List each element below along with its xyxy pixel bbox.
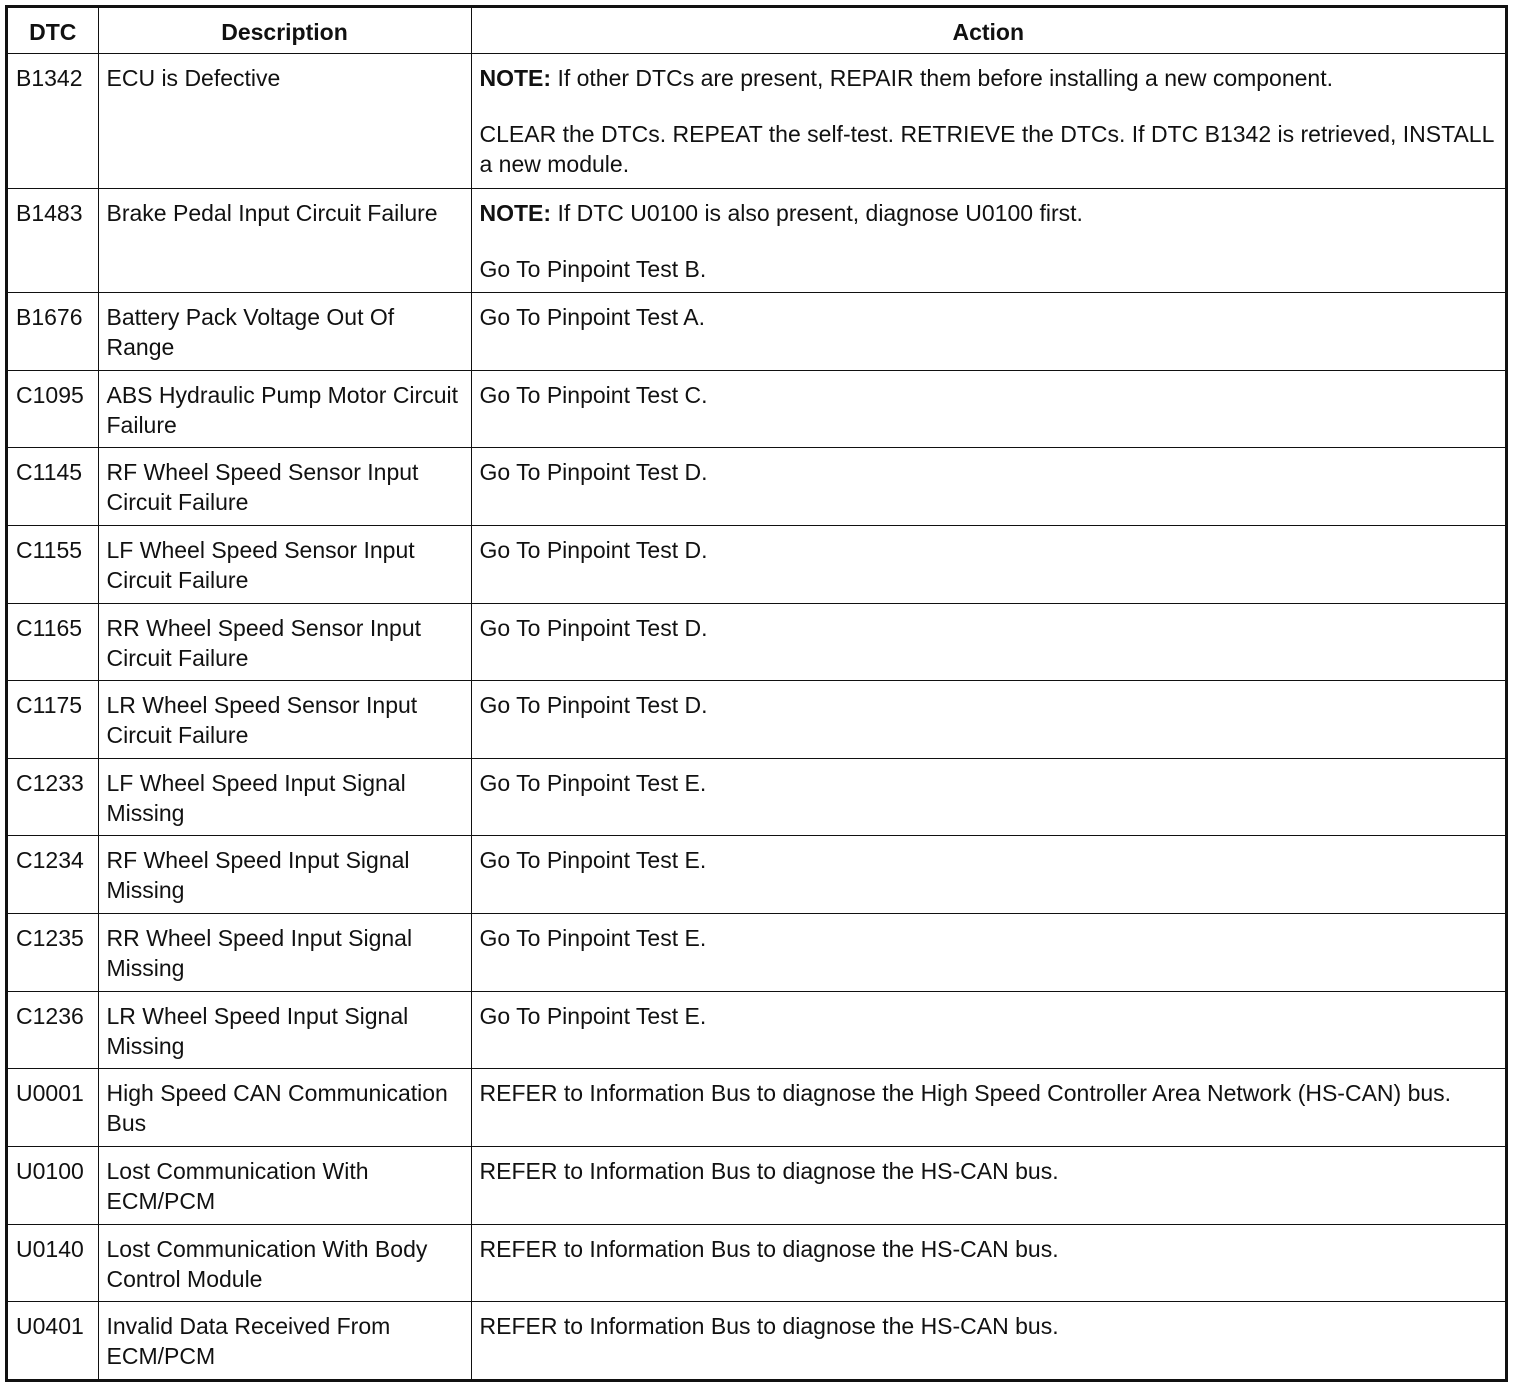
dtc-code: U0001 <box>8 1069 98 1147</box>
note-label: NOTE: <box>479 65 552 91</box>
table-row <box>8 1302 1505 1379</box>
dtc-code: B1342 <box>8 54 98 189</box>
header-description: Description <box>98 8 471 54</box>
dtc-description: Invalid Data Received From ECM/PCM <box>98 1302 471 1379</box>
dtc-action: Go To Pinpoint Test E. <box>471 991 1505 1069</box>
table-row <box>8 370 1505 448</box>
dtc-action: Go To Pinpoint Test E. <box>471 914 1505 992</box>
dtc-description: LR Wheel Speed Input Signal Missing <box>98 991 471 1069</box>
dtc-action: REFER to Information Bus to diagnose the High Speed Controller Area Network (HS-CAN) bus. <box>471 1069 1505 1147</box>
dtc-description: Brake Pedal Input Circuit Failure <box>98 188 471 292</box>
dtc-action: REFER to Information Bus to diagnose the HS-CAN bus. <box>471 1146 1505 1224</box>
dtc-code: C1145 <box>8 448 98 526</box>
dtc-description: RR Wheel Speed Input Signal Missing <box>98 914 471 992</box>
dtc-code: B1483 <box>8 188 98 292</box>
dtc-code: C1235 <box>8 914 98 992</box>
table-row <box>8 1224 1505 1302</box>
dtc-code: U0401 <box>8 1302 98 1379</box>
dtc-description: RR Wheel Speed Sensor Input Circuit Failure <box>98 603 471 681</box>
table-row <box>8 54 1505 189</box>
table-row <box>8 525 1505 603</box>
dtc-action: Go To Pinpoint Test D. <box>471 681 1505 759</box>
table-row <box>8 448 1505 526</box>
dtc-table <box>8 8 1505 1379</box>
action-text: Go To Pinpoint Test B. <box>479 255 707 282</box>
table-row <box>8 1146 1505 1224</box>
dtc-action: Go To Pinpoint Test D. <box>471 603 1505 681</box>
dtc-description: ABS Hydraulic Pump Motor Circuit Failure <box>98 370 471 448</box>
dtc-code: C1095 <box>8 370 98 448</box>
action-note <box>480 198 1498 228</box>
dtc-code: C1233 <box>8 758 98 836</box>
table-row <box>8 991 1505 1069</box>
dtc-description: LF Wheel Speed Sensor Input Circuit Failure <box>98 525 471 603</box>
note-label: NOTE: <box>479 199 552 226</box>
table-row <box>8 293 1505 371</box>
table-row <box>8 836 1505 914</box>
dtc-description: RF Wheel Speed Sensor Input Circuit Failure <box>98 448 471 526</box>
dtc-description: LR Wheel Speed Sensor Input Circuit Failure <box>98 681 471 759</box>
dtc-code: C1155 <box>8 525 98 603</box>
table-row <box>8 1069 1505 1147</box>
dtc-description: Lost Communication With Body Control Module <box>98 1224 471 1302</box>
dtc-code: C1165 <box>8 603 98 681</box>
dtc-description: RF Wheel Speed Input Signal Missing <box>98 836 471 914</box>
action-text: CLEAR the DTCs. REPEAT the self-test. RETRIEVE the DTCs. If DTC B1342 is retrieved, INSTALL a new module. <box>479 121 1494 177</box>
dtc-description: Battery Pack Voltage Out Of Range <box>98 293 471 371</box>
table-header-row <box>8 8 1505 54</box>
table-row <box>8 914 1505 992</box>
dtc-description: ECU is Defective <box>98 54 471 189</box>
dtc-action: REFER to Information Bus to diagnose the HS-CAN bus. <box>471 1302 1505 1379</box>
note-text: If DTC U0100 is also present, diagnose U0100 first. <box>551 199 1083 226</box>
dtc-action: Go To Pinpoint Test A. <box>471 293 1505 371</box>
dtc-action: Go To Pinpoint Test E. <box>471 836 1505 914</box>
header-dtc: DTC <box>8 8 98 54</box>
table-row <box>8 188 1505 292</box>
dtc-action: Go To Pinpoint Test E. <box>471 758 1505 836</box>
table-row <box>8 758 1505 836</box>
note-text: If other DTCs are present, REPAIR them before installing a new component. <box>551 65 1334 91</box>
dtc-description: Lost Communication With ECM/PCM <box>98 1146 471 1224</box>
dtc-action <box>471 188 1505 292</box>
table-row <box>8 681 1505 759</box>
dtc-action: Go To Pinpoint Test D. <box>471 448 1505 526</box>
dtc-code: U0140 <box>8 1224 98 1302</box>
dtc-description: High Speed CAN Communication Bus <box>98 1069 471 1147</box>
table-row <box>8 603 1505 681</box>
dtc-code: C1175 <box>8 681 98 759</box>
dtc-code: C1234 <box>8 836 98 914</box>
dtc-action: Go To Pinpoint Test C. <box>471 370 1505 448</box>
action-note <box>480 63 1498 93</box>
dtc-table-frame <box>5 5 1508 1382</box>
dtc-code: B1676 <box>8 293 98 371</box>
dtc-description: LF Wheel Speed Input Signal Missing <box>98 758 471 836</box>
dtc-action <box>471 54 1505 189</box>
header-action: Action <box>471 8 1505 54</box>
dtc-action: REFER to Information Bus to diagnose the HS-CAN bus. <box>471 1224 1505 1302</box>
dtc-action: Go To Pinpoint Test D. <box>471 525 1505 603</box>
dtc-code: C1236 <box>8 991 98 1069</box>
dtc-code: U0100 <box>8 1146 98 1224</box>
